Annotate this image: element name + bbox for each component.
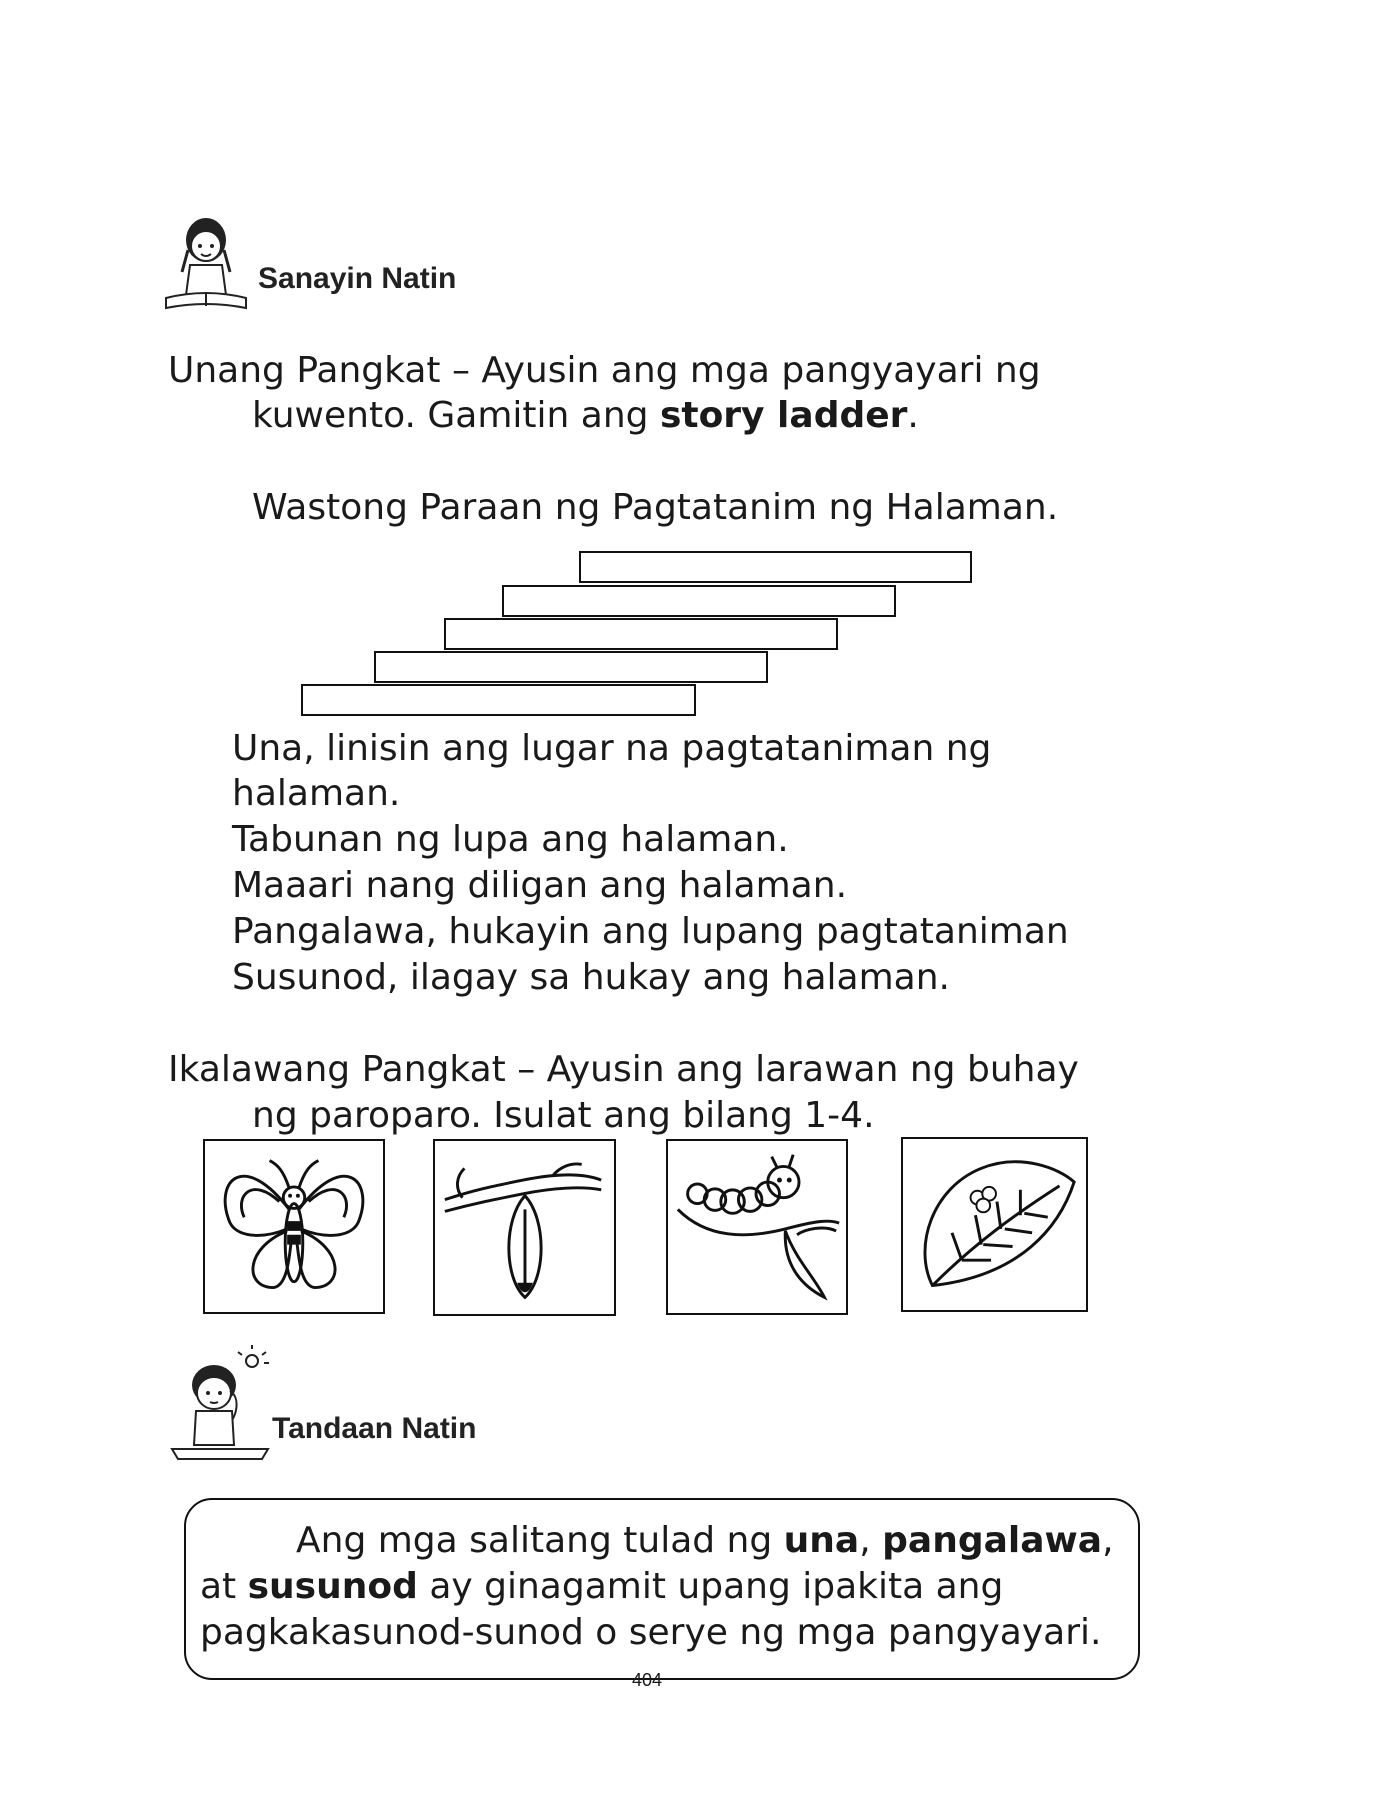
- eggs-on-leaf-picture[interactable]: [901, 1137, 1088, 1312]
- cocoon-picture[interactable]: [433, 1139, 616, 1316]
- keyword-una: una: [783, 1520, 860, 1561]
- ladder-rung-5[interactable]: [579, 551, 972, 583]
- tandaan-title: Tandaan Natin: [272, 1412, 477, 1445]
- ladder-rung-4[interactable]: [502, 585, 896, 617]
- butterfly-icon: [205, 1141, 383, 1312]
- ladder-rung-2[interactable]: [374, 651, 768, 683]
- story-ladder-term: story ladder: [659, 395, 908, 436]
- reminder-line-3: pagkakasunod-sunod o serye ng mga pangyayari.: [200, 1612, 1102, 1653]
- step-item: Una, linisin ang lugar na pagtataniman ng: [232, 728, 992, 769]
- reminder-line-2: [200, 1564, 1003, 1610]
- page-number: 404: [632, 1670, 663, 1690]
- keyword-susunod: susunod: [247, 1566, 418, 1607]
- step-item: Tabunan ng lupa ang halaman.: [232, 819, 789, 860]
- ladder-rung-1[interactable]: [301, 684, 696, 716]
- group2-instruction-line2: ng paroparo. Isulat ang bilang 1-4.: [252, 1095, 875, 1136]
- butterfly-picture[interactable]: [203, 1139, 385, 1314]
- reminder-text: at: [200, 1566, 248, 1607]
- step-item: Maaari nang diligan ang halaman.: [232, 865, 848, 906]
- leaf-eggs-icon: [903, 1139, 1086, 1310]
- step-item: Susunod, ilagay sa hukay ang halaman.: [232, 957, 950, 998]
- group1-instruction-line1: Unang Pangkat – Ayusin ang mga pangyayari ng: [168, 350, 1041, 391]
- sanayin-title: Sanayin Natin: [258, 262, 457, 295]
- boy-thinking-icon: [168, 1345, 273, 1463]
- reminder-text: ay ginagamit upang ipakita ang: [417, 1566, 1004, 1607]
- group1-line2-period: .: [907, 395, 919, 436]
- group1-line2-text: kuwento. Gamitin ang: [252, 395, 660, 436]
- ladder-rung-3[interactable]: [444, 618, 838, 650]
- reminder-line-1: [296, 1518, 1114, 1564]
- caterpillar-picture[interactable]: [666, 1139, 848, 1315]
- ladder-subtitle: Wastong Paraan ng Pagtatanim ng Halaman.: [252, 487, 1059, 528]
- group1-instruction-line2: [252, 393, 919, 439]
- group2-instruction-line1: Ikalawang Pangkat – Ayusin ang larawan ng buhay: [168, 1049, 1079, 1090]
- reminder-text: ,: [1102, 1520, 1114, 1561]
- reminder-text: ,: [859, 1520, 883, 1561]
- keyword-pangalawa: pangalawa: [882, 1520, 1103, 1561]
- cocoon-icon: [435, 1141, 614, 1314]
- girl-reading-icon: [160, 210, 252, 316]
- step-item: halaman.: [232, 773, 401, 814]
- caterpillar-icon: [668, 1141, 846, 1313]
- reminder-text: Ang mga salitang tulad ng: [296, 1520, 784, 1561]
- step-item: Pangalawa, hukayin ang lupang pagtataniman: [232, 911, 1069, 952]
- reminder-box: [184, 1498, 1140, 1680]
